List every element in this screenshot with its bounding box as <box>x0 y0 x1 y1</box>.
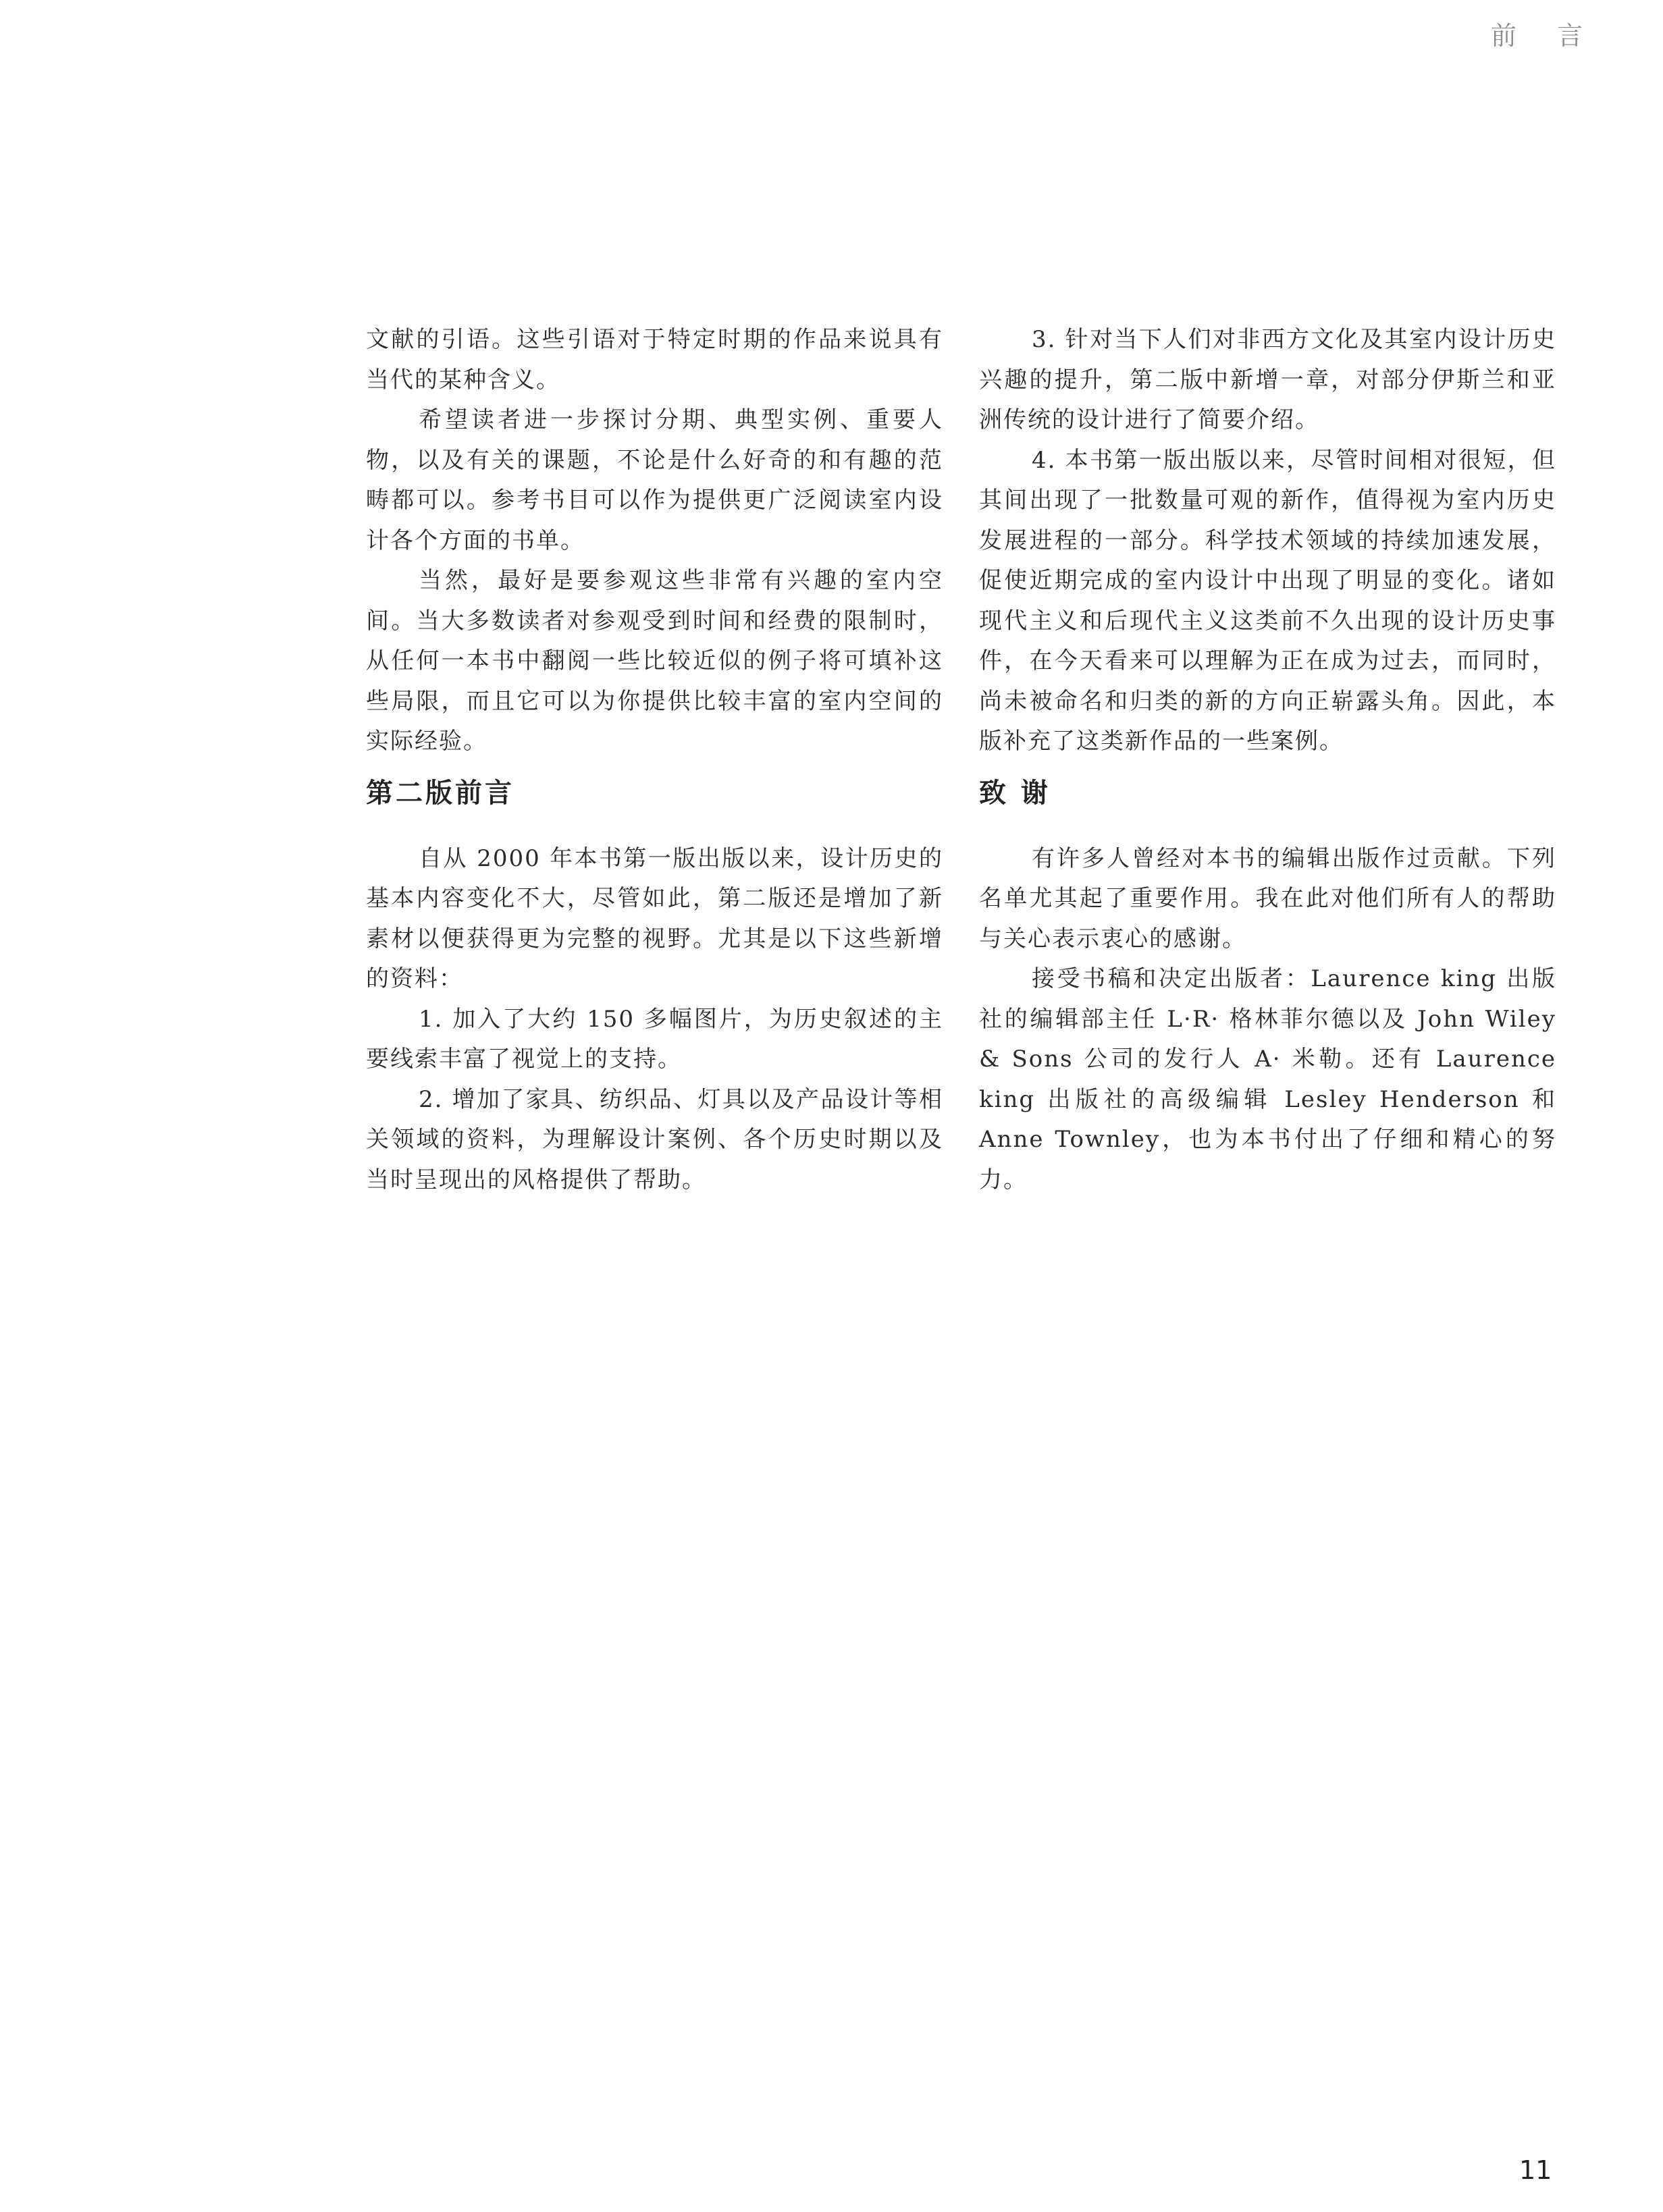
list-item: 1. 加入了大约 150 多幅图片，为历史叙述的主要线索丰富了视觉上的支持。 <box>366 1005 943 1073</box>
list-item: 4. 本书第一版出版以来，尽管时间相对很短，但其间出现了一批数量可观的新作，值得视为室内历史发展进程的一部分。科学技术领域的持续加速发展，促使近期完成的室内设计中出现了明显的变化。诸如现代主义和后现代主义这类前不久出现的设计历史事件，在今天看来可以理解为正在成为过去，而同时，尚未被命名和归类的新的方向正崭露头角。因此，本版补充了这类新作品的一些案例。 <box>979 446 1556 755</box>
paragraph: 有许多人曾经对本书的编辑出版作过贡献。下列名单尤其起了重要作用。我在此对他们所有人的帮助与关心表示衷心的感谢。 <box>979 844 1556 952</box>
paragraph: 当然，最好是要参观这些非常有兴趣的室内空间。当大多数读者对参观受到时间和经费的限制时，从任何一本书中翻阅一些比较近似的例子将可填补这些局限，而且它可以为你提供比较丰富的室内空间的实际经验。 <box>366 567 943 755</box>
left-column <box>366 320 943 1200</box>
page-number: 11 <box>1519 2155 1552 2185</box>
list-item: 3. 针对当下人们对非西方文化及其室内设计历史兴趣的提升，第二版中新增一章，对部分伊斯兰和亚洲传统的设计进行了简要介绍。 <box>979 326 1556 433</box>
paragraph: 接受书稿和决定出版者：Laurence king 出版社的编辑部主任 L·R· 格林菲尔德以及 John Wiley & Sons 公司的发行人 A· 米勒。还有 Laurence king 出版社的高级编辑 Lesley Henderson 和 Anne Townley，也为本书付出了仔细和精心的努力。 <box>979 965 1556 1193</box>
section-heading-second-edition: 第二版前言 <box>366 777 514 809</box>
paragraph: 自从 2000 年本书第一版出版以来，设计历史的基本内容变化不大，尽管如此，第二版还是增加了新素材以便获得更为完整的视野。尤其是以下这些新增的资料： <box>366 844 943 992</box>
paragraph: 希望读者进一步探讨分期、典型实例、重要人物，以及有关的课题，不论是什么好奇的和有趣的范畴都可以。参考书目可以作为提供更广泛阅读室内设计各个方面的书单。 <box>366 406 943 554</box>
section-heading-acknowledgements: 致 谢 <box>979 777 1051 809</box>
right-column <box>979 320 1556 1200</box>
list-item: 2. 增加了家具、纺织品、灯具以及产品设计等相关领域的资料，为理解设计案例、各个历史时期以及当时呈现出的风格提供了帮助。 <box>366 1085 943 1193</box>
running-head: 前 言 <box>1491 21 1600 51</box>
paragraph: 文献的引语。这些引语对于特定时期的作品来说具有当代的某种含义。 <box>366 326 943 394</box>
